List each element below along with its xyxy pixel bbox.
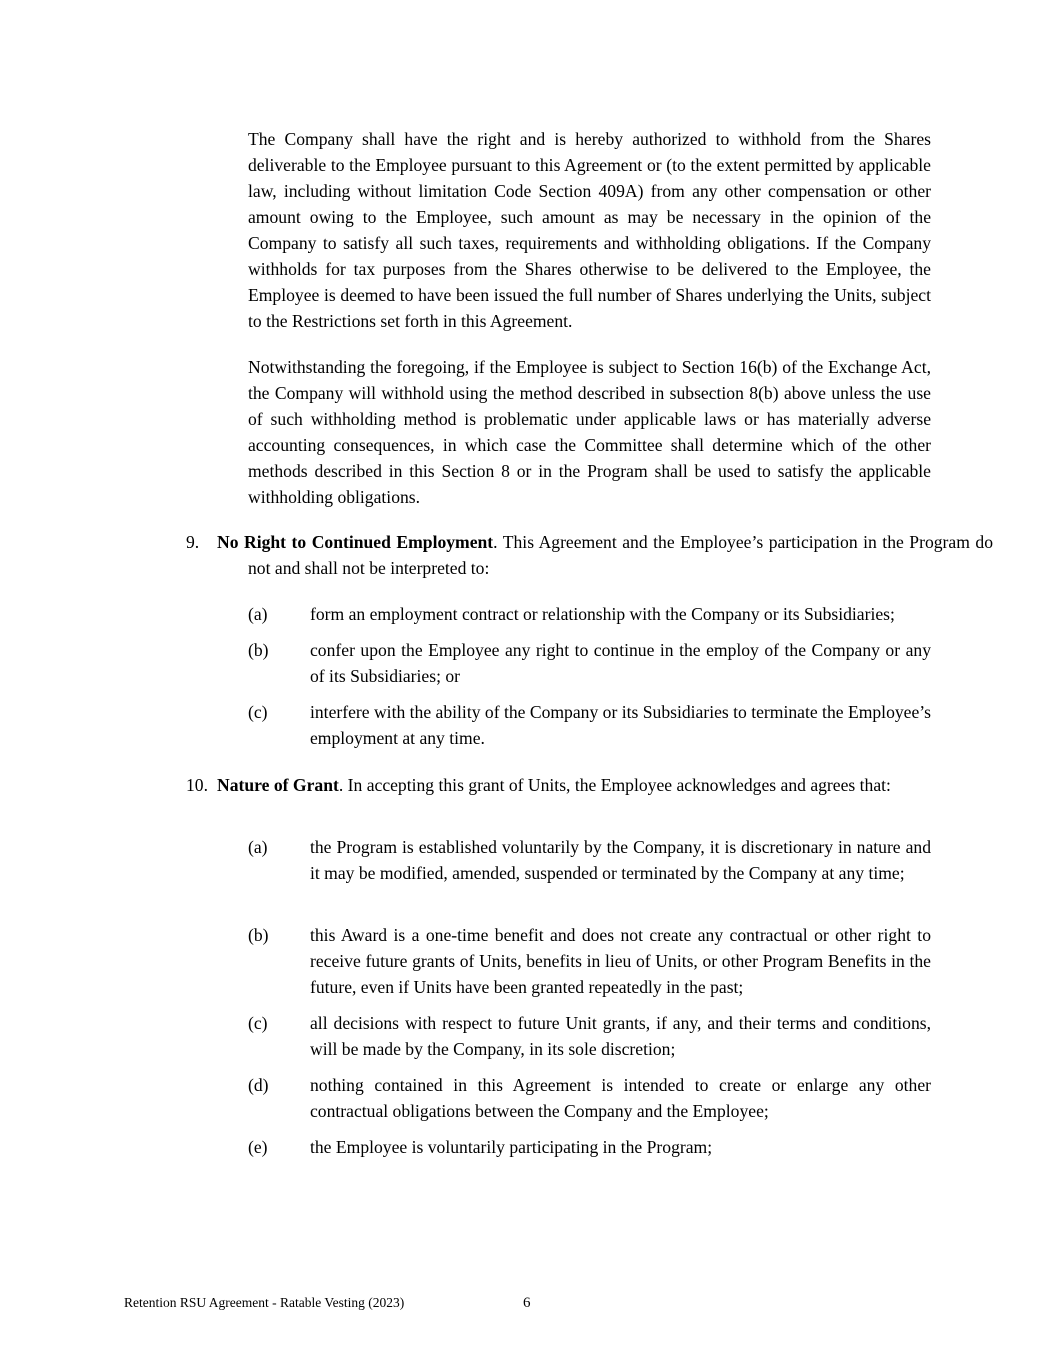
- section-9-intro: . This Agreement and the Employee’s participation in the Program do not and shall not be interpreted to:: [248, 532, 993, 578]
- item-label: (a): [248, 837, 268, 857]
- item-label: (b): [248, 640, 269, 660]
- section-9-heading: [186, 529, 993, 581]
- section-10-item: [248, 922, 931, 1000]
- item-text: all decisions with respect to future Unit grants, if any, and their terms and conditions, will be made by the Company, in its sole discretion;: [310, 1013, 931, 1059]
- item-text: confer upon the Employee any right to continue in the employ of the Company or any of its Subsidiaries; or: [310, 640, 931, 686]
- section-10-number: 10.: [186, 775, 208, 795]
- section-9-number: 9.: [186, 532, 200, 552]
- section-10-title: Nature of Grant: [217, 775, 339, 795]
- section-10-item: [248, 834, 931, 886]
- section-10-item: [248, 1072, 931, 1124]
- footer-page-number: 6: [523, 1295, 531, 1311]
- section16-paragraph: Notwithstanding the foregoing, if the Employee is subject to Section 16(b) of the Exchange Act, the Company will withhold using the method described in subsection 8(b) above unless the use of such withholding method is problematic under applicable laws or has materially adverse accounting consequences, in which case the Committee shall determine which of the other methods described in this Section 8 or in the Program shall be used to satisfy the applicable withholding obligations.: [248, 357, 931, 507]
- item-text: interfere with the ability of the Company or its Subsidiaries to terminate the Employee’s employment at any time.: [310, 702, 932, 748]
- item-text: the Employee is voluntarily participating in the Program;: [310, 1137, 713, 1157]
- item-text: form an employment contract or relationship with the Company or its Subsidiaries;: [310, 604, 895, 624]
- item-label: (c): [248, 1013, 268, 1033]
- item-text: nothing contained in this Agreement is intended to create or enlarge any other contractual obligations between the Company and the Employee;: [310, 1075, 931, 1121]
- section-10-heading: [186, 772, 993, 798]
- section-10-intro: . In accepting this grant of Units, the Employee acknowledges and agrees that:: [338, 775, 891, 795]
- withholding-right-paragraph: The Company shall have the right and is hereby authorized to withhold from the Shares deliverable to the Employee pursuant to this Agreement or (to the extent permitted by applicable law, including without limitation Code Section 409A) from any other compensation or other amount owing to the Employee, such amount as may be necessary in the opinion of the Company to satisfy all such taxes, requirements and withholding obligations. If the Company withholds for tax purposes from the Shares otherwise to be delivered to the Employee, the Employee is deemed to have been issued the full number of Shares underlying the Units, subject to the Restrictions set forth in this Agreement.: [248, 129, 931, 331]
- item-label: (c): [248, 702, 268, 722]
- section-10-item: [248, 1134, 931, 1160]
- item-label: (d): [248, 1075, 269, 1095]
- footer-document-title: Retention RSU Agreement - Ratable Vesting (2023): [124, 1295, 405, 1310]
- section-9-item: [248, 637, 931, 689]
- item-text: this Award is a one-time benefit and does not create any contractual or other right to receive future grants of Units, benefits in lieu of Units, or other Program Benefits in the future, even if Units have been granted repeatedly in the past;: [310, 925, 931, 997]
- item-label: (e): [248, 1137, 268, 1157]
- item-text: the Program is established voluntarily by the Company, it is discretionary in nature and it may be modified, amended, suspended or terminated by the Company at any time;: [310, 837, 931, 883]
- item-label: (b): [248, 925, 269, 945]
- section-9-item: [248, 699, 931, 751]
- section-9-title: No Right to Continued Employment: [217, 532, 494, 552]
- section-9-item: [248, 601, 931, 627]
- item-label: (a): [248, 604, 268, 624]
- section-10-item: [248, 1010, 931, 1062]
